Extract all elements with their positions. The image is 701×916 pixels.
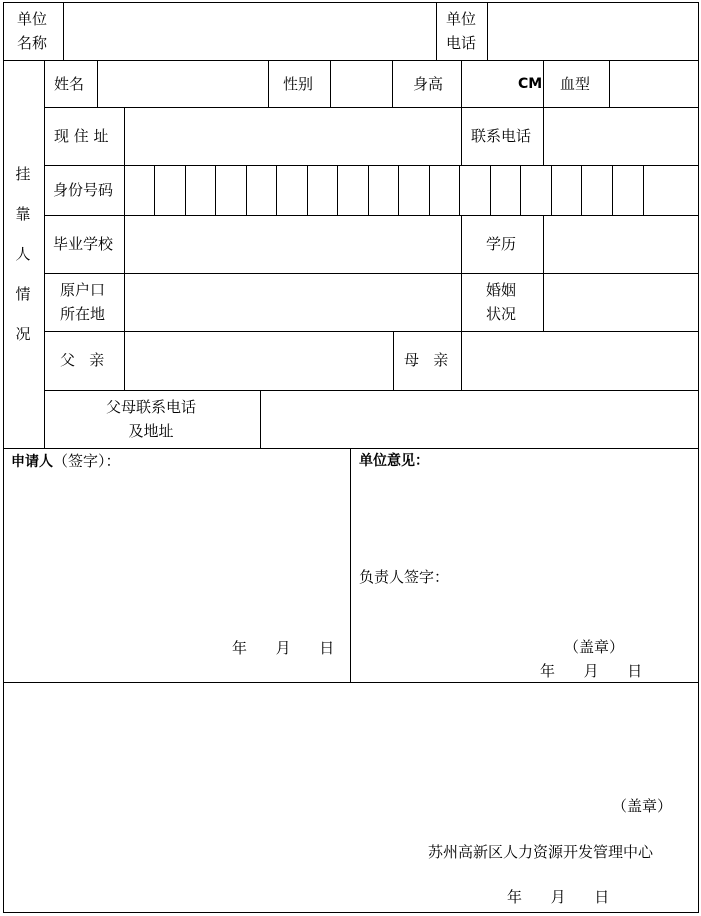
education-field[interactable]: [544, 216, 698, 273]
height-unit: CM: [518, 76, 543, 92]
school-label: 毕业学校: [53, 235, 114, 253]
footer-seal: （盖章）: [612, 797, 673, 815]
mother-label: 母 亲: [404, 351, 449, 369]
id-cell-line: [337, 165, 338, 215]
id-cell-line: [551, 165, 552, 215]
height-label: 身高: [413, 75, 444, 93]
line-r2-e: [461, 60, 462, 107]
responsible-sign-label: 负责人签字：: [359, 568, 450, 586]
footer-center-name: 苏州高新区人力资源开发管理中心: [428, 843, 654, 861]
applicant-bold: 申请人: [11, 454, 53, 470]
side-label-char: 靠: [15, 205, 31, 223]
line-r1-b: [436, 2, 437, 60]
unit-seal: （盖章）: [564, 638, 625, 656]
unit-name-field[interactable]: [64, 3, 436, 60]
line-h3: [44, 165, 699, 166]
id-cell-line: [429, 165, 430, 215]
applicant-label: [11, 449, 121, 474]
id-cell-line: [246, 165, 247, 215]
line-r5-a: [461, 215, 462, 331]
line-r6-a: [393, 331, 394, 390]
blood-field[interactable]: [610, 61, 698, 107]
name-label: 姓名: [54, 75, 85, 93]
school-field[interactable]: [125, 216, 461, 273]
name-field[interactable]: [98, 61, 268, 107]
footer-date: 年 月 日: [507, 888, 610, 906]
applicant-sign-note: （签字）：: [53, 452, 121, 470]
blood-label: 血型: [560, 75, 591, 93]
unit-phone-label: 单位 电话: [446, 10, 477, 52]
id-cell-line: [307, 165, 308, 215]
id-cell-line: [643, 165, 644, 215]
id-cell-line: [276, 165, 277, 215]
line-r3-a: [461, 107, 462, 165]
id-cell-line: [154, 165, 155, 215]
line-left: [3, 2, 4, 913]
side-label-char: 挂: [15, 165, 31, 183]
id-cell-line: [398, 165, 399, 215]
mother-field[interactable]: [462, 332, 698, 390]
line-r2-d: [392, 60, 393, 107]
line-side: [44, 60, 45, 448]
id-cell-line: [612, 165, 613, 215]
gender-label: 性别: [283, 75, 314, 93]
id-cell-line: [520, 165, 521, 215]
id-number-label: 身份号码: [53, 181, 114, 199]
unit-name-label: 单位 名称: [17, 10, 48, 52]
id-cell-line: [459, 165, 460, 215]
side-label-char: 人: [15, 245, 31, 263]
line-right: [698, 2, 699, 913]
gender-field[interactable]: [331, 61, 392, 107]
hukou-field[interactable]: [125, 274, 461, 331]
father-label: 父 亲: [60, 351, 105, 369]
address-field[interactable]: [125, 108, 461, 165]
id-cell-line: [215, 165, 216, 215]
father-field[interactable]: [125, 332, 393, 390]
parents-contact-field[interactable]: [261, 391, 698, 448]
unit-date: 年 月 日: [540, 662, 643, 680]
line-r2-f: [543, 60, 544, 107]
id-cell-line: [581, 165, 582, 215]
education-label: 学历: [486, 235, 517, 253]
marriage-field[interactable]: [544, 274, 698, 331]
id-cell-line: [490, 165, 491, 215]
line-sign-split: [350, 448, 351, 682]
unit-phone-field[interactable]: [488, 3, 698, 60]
marriage-label: 婚姻 状况: [486, 281, 517, 323]
applicant-date: 年 月 日: [232, 639, 335, 657]
parents-contact-label: 父母联系电话 及地址: [106, 398, 197, 440]
id-cell-line: [368, 165, 369, 215]
contact-label: 联系电话: [471, 127, 532, 145]
contact-field[interactable]: [544, 108, 698, 165]
unit-opinion-label: 单位意见：: [359, 453, 429, 469]
id-cell-line: [185, 165, 186, 215]
side-label-char: 况: [15, 325, 31, 343]
line-r2-b: [268, 60, 269, 107]
address-label: 现 住 址: [54, 127, 109, 145]
line-bottom: [3, 912, 699, 913]
side-label-char: 情: [15, 285, 31, 303]
hukou-label: 原户口 所在地: [60, 281, 106, 323]
